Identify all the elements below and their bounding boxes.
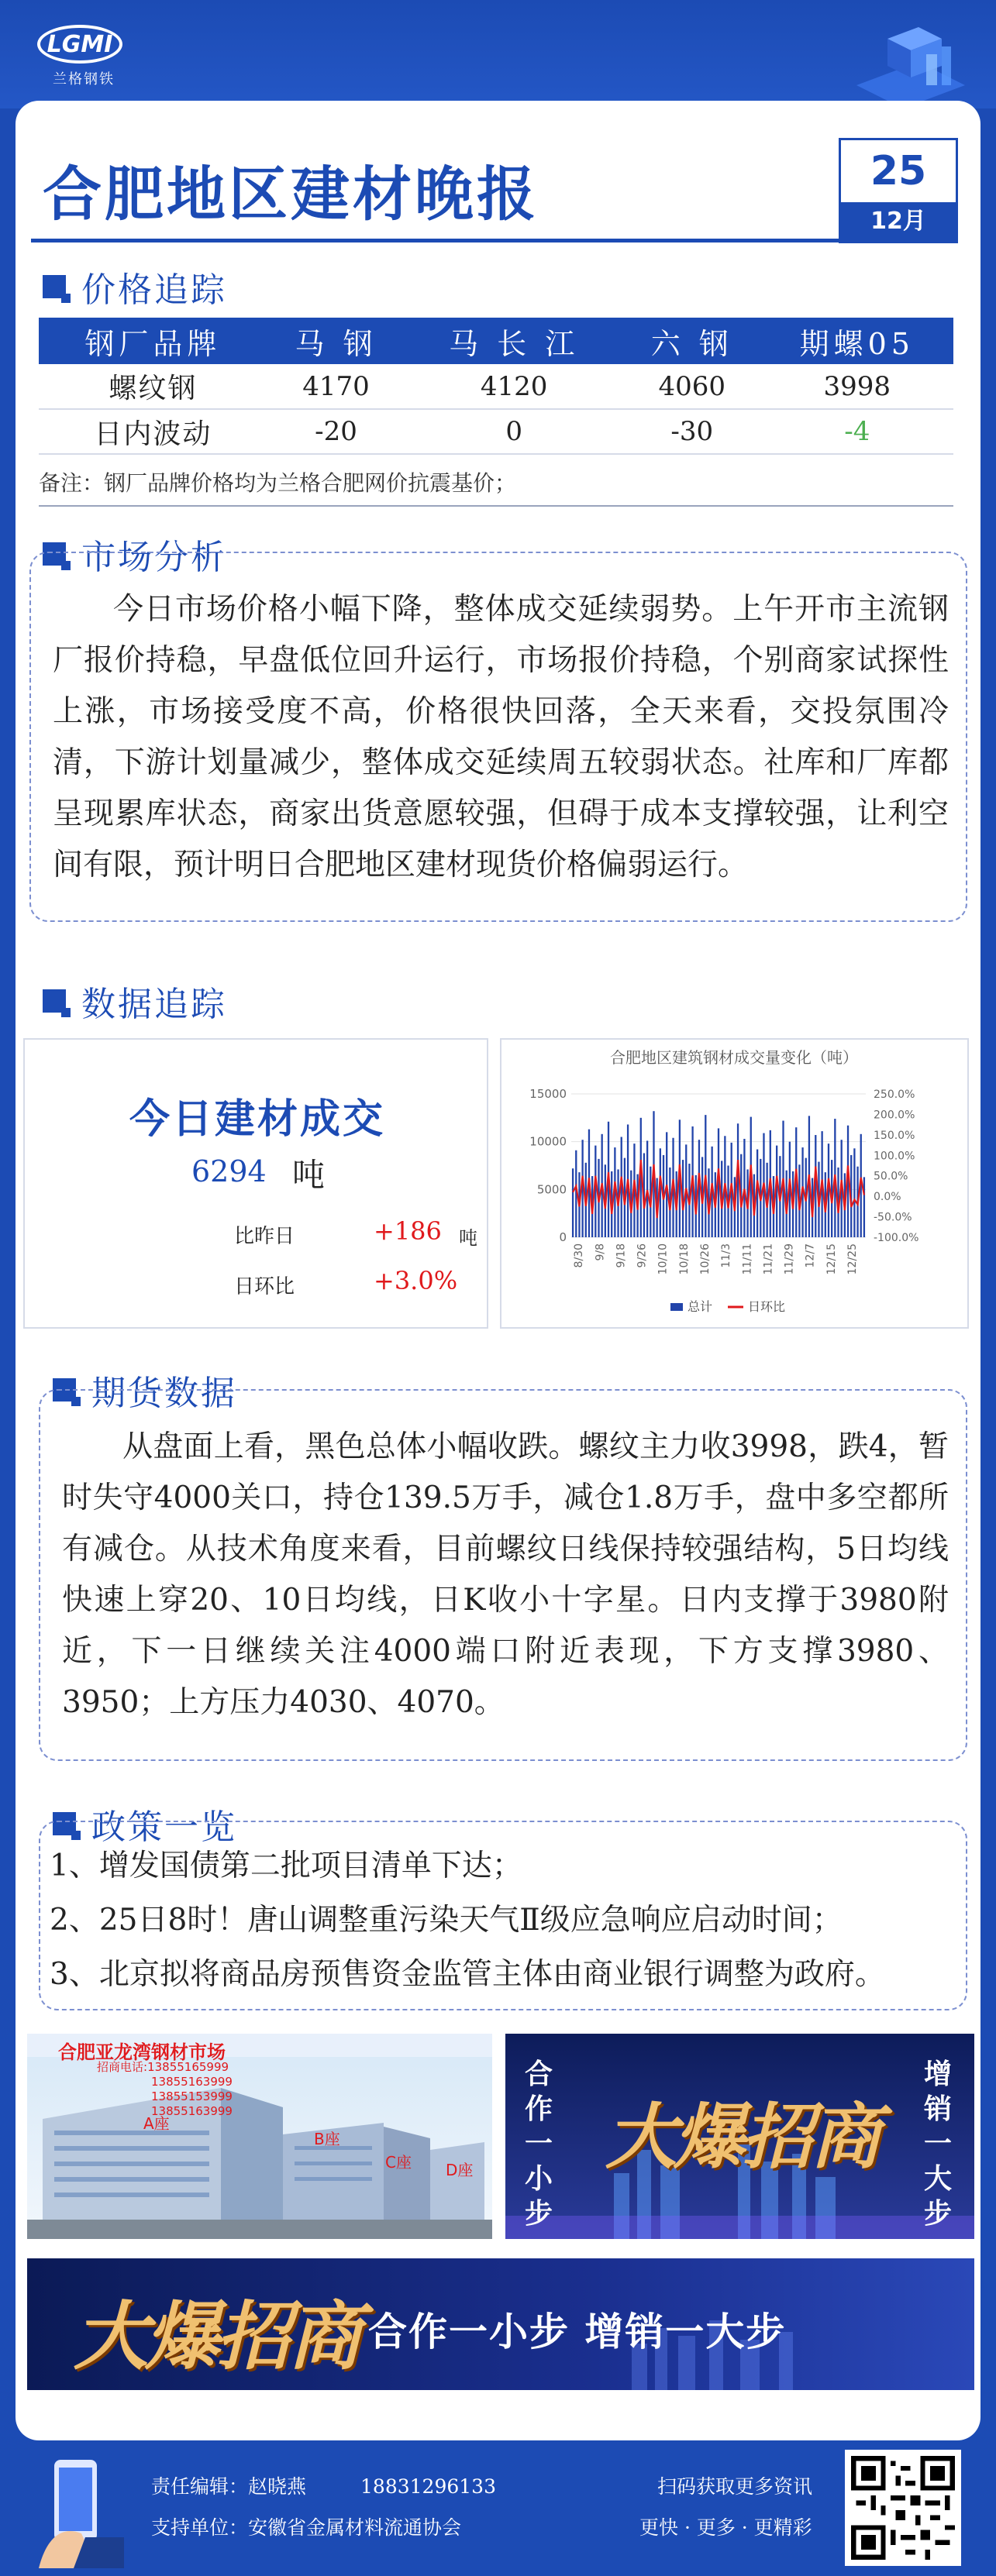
editor-phone: 18831296133 — [360, 2475, 496, 2498]
hotline-phone: 13855163999 — [151, 2075, 233, 2089]
x-tick-label: 10/10 — [657, 1243, 670, 1275]
zone-a-label: A座 — [143, 2114, 170, 2133]
vs-prev-label: 比昨日 — [234, 1225, 295, 1248]
wide-slogan: 合作一小步 增销一大步 — [368, 2309, 787, 2354]
bar-total — [853, 1148, 855, 1237]
column-header: 钢厂品牌 — [39, 318, 267, 364]
x-tick-label: 10/18 — [677, 1243, 691, 1275]
table-cell: 螺纹钢 — [39, 364, 267, 409]
section-header-price — [43, 262, 227, 311]
price-note: 备注：钢厂品牌价格均为兰格合肥网价抗震基价； — [39, 466, 953, 507]
date-month: 12月 — [841, 202, 956, 241]
x-tick-label: 9/18 — [615, 1243, 628, 1268]
table-cell: 4170 — [267, 364, 405, 409]
section-title: 数据追踪 — [81, 985, 227, 1024]
volume-title: 今日建材成交 — [129, 1095, 385, 1143]
section-title: 期货数据 — [91, 1374, 237, 1413]
x-tick-label: 11/21 — [762, 1243, 775, 1275]
volume-chart — [501, 1040, 967, 1327]
hotline-phone: 13855153999 — [151, 2089, 233, 2103]
bar-total — [572, 1168, 574, 1237]
section-bullet-icon — [43, 275, 66, 298]
policy-box — [39, 1821, 967, 2010]
volume-stat-card — [23, 1038, 488, 1329]
x-tick-label: 9/26 — [636, 1243, 649, 1268]
bar-total — [743, 1139, 745, 1237]
ad-banner-market[interactable] — [27, 2034, 492, 2239]
x-tick-label: 11/3 — [720, 1243, 733, 1268]
legend-label-dod: 日环比 — [748, 1299, 786, 1314]
y2-tick-label: 0.0% — [874, 1191, 901, 1204]
section-title: 政策一览 — [91, 1807, 237, 1847]
ad-banner-invest[interactable] — [505, 2034, 974, 2239]
y-tick-label: 15000 — [529, 1087, 567, 1101]
logo-subtitle: 兰格钢铁 — [53, 71, 115, 88]
column-header: 六 钢 — [623, 318, 761, 364]
table-cell: 日内波动 — [39, 409, 267, 454]
y2-tick-label: -100.0% — [874, 1232, 919, 1244]
table-cell: 3998 — [761, 364, 953, 409]
editor-label: 责任编辑：赵晓燕 18831296133 — [151, 2475, 496, 2498]
market-analysis-text: 今日市场价格小幅下降，整体成交延续弱势。上午开市主流钢厂报价持稳，早盘低位回升运行，市场报价持稳，个别商家试探性上涨，市场接受度不高，价格很快回落，全天来看，交投氛围冷清，下游计划量减少，整体成交延续周五较弱状态。社库和厂库都呈现累库状态，商家出货意愿较强，但碍于成本支撑较强，让利空间有限，预计明日合肥地区建材现货价格偏弱运行。 — [53, 592, 949, 882]
x-tick-label: 12/7 — [804, 1243, 817, 1268]
x-tick-label: 10/26 — [699, 1243, 712, 1275]
market-analysis-box — [29, 552, 967, 922]
policy-item: 2、25日8时！唐山调整重污染天气Ⅱ级应急响应启动时间； — [50, 1903, 843, 1938]
table-cell: 4060 — [623, 364, 761, 409]
section-header-data — [43, 976, 227, 1026]
x-tick-label: 9/8 — [594, 1243, 607, 1261]
y2-tick-label: 150.0% — [874, 1129, 915, 1142]
scan-label: 扫码获取更多资讯 — [657, 2475, 813, 2498]
table-cell: 0 — [405, 409, 623, 454]
column-header: 马 钢 — [267, 318, 405, 364]
lgmi-logo — [37, 25, 130, 95]
zone-d-label: D座 — [446, 2161, 474, 2179]
y2-tick-label: -50.0% — [874, 1211, 912, 1224]
wide-big-text: 大爆招商 — [74, 2292, 359, 2380]
table-cell: -4 — [761, 409, 953, 454]
dod-value: +3.0% — [374, 1266, 458, 1295]
bar-total — [863, 1177, 865, 1237]
tagline: 更快 · 更多 · 更精彩 — [639, 2516, 812, 2539]
legend-swatch-total — [670, 1303, 683, 1311]
table-cell: -20 — [267, 409, 405, 454]
table-row — [39, 364, 953, 409]
y-tick-label: 10000 — [529, 1134, 567, 1149]
x-tick-label: 11/11 — [741, 1243, 754, 1275]
volume-chart-card — [500, 1038, 969, 1329]
policy-item: 3、北京拟将商品房预售资金监管主体由商业银行调整为政府。 — [50, 1957, 885, 1992]
zone-c-label: C座 — [385, 2153, 412, 2172]
y2-tick-label: 100.0% — [874, 1150, 915, 1163]
vs-prev-unit: 吨 — [459, 1227, 477, 1249]
market-name: 合肥亚龙湾钢材市场 — [58, 2041, 226, 2063]
volume-value: 6294 — [191, 1154, 267, 1188]
y-tick-label: 0 — [559, 1230, 567, 1244]
volume-unit: 吨 — [292, 1156, 326, 1194]
y2-tick-label: 50.0% — [874, 1170, 908, 1183]
table-cell: 4120 — [405, 364, 623, 409]
x-tick-label: 12/15 — [825, 1243, 838, 1275]
vs-prev-value: +186 — [374, 1216, 442, 1246]
futures-box — [39, 1389, 967, 1761]
section-title: 价格追踪 — [81, 270, 227, 310]
column-header: 马 长 江 — [405, 318, 623, 364]
zone-b-label: B座 — [314, 2130, 340, 2148]
y2-tick-label: 200.0% — [874, 1109, 915, 1122]
futures-text: 从盘面上看，黑色总体小幅收跌。螺纹主力收3998，跌4，暂时失守4000关口，持仓139.5万手，减仓1.8万手，盘中多空都所有减仓。从技术角度来看，目前螺纹日线保持较强结构，5日均线快速上穿20、10日均线，日K收小十字星。日内支撑于3980附近，下一日继续关注4000端口附近表现，下方支撑3980、3950；上方压力4030、4070。 — [62, 1429, 949, 1720]
page-title: 合肥地区建材晚报 — [43, 160, 539, 229]
title-rule — [31, 239, 957, 242]
bar-total — [646, 1140, 648, 1237]
hotline-label: 招商电话:13855165999 — [97, 2060, 229, 2074]
x-tick-label: 8/30 — [573, 1243, 586, 1268]
legend-label-total: 总计 — [688, 1299, 713, 1314]
column-header: 期螺05 — [761, 318, 953, 364]
qr-code-icon[interactable] — [845, 2450, 961, 2566]
mobile-phone-icon — [39, 2452, 124, 2568]
ad-banner-wide[interactable] — [27, 2258, 974, 2390]
market-phones — [97, 2060, 233, 2119]
y2-tick-label: 250.0% — [874, 1089, 915, 1101]
table-cell: -30 — [623, 409, 761, 454]
price-table — [39, 318, 953, 455]
date-day: 25 — [870, 148, 927, 194]
section-bullet-icon — [43, 989, 66, 1013]
footer — [0, 2440, 996, 2576]
policy-item: 1、增发国债第二批项目清单下达； — [50, 1849, 522, 1883]
dod-label: 日环比 — [234, 1275, 295, 1298]
slogan-left: 合作一小步 — [525, 2058, 553, 2230]
x-tick-label: 12/25 — [846, 1243, 859, 1275]
big-invest-text: 大爆招商 — [605, 2095, 878, 2179]
section-title: 市场分析 — [81, 538, 227, 577]
chart-title: 合肥地区建筑钢材成交量变化（吨） — [610, 1048, 858, 1067]
price-table-header — [39, 318, 953, 364]
support-label: 支持单位：安徽省金属材料流通协会 — [151, 2516, 462, 2539]
y-tick-label: 5000 — [536, 1182, 567, 1197]
slogan-right: 增销一大步 — [924, 2058, 953, 2230]
x-tick-label: 11/29 — [783, 1243, 796, 1275]
logo-mark: LGMI — [37, 25, 122, 64]
table-row — [39, 409, 953, 454]
date-badge — [839, 138, 958, 243]
hotline-phone: 13855163999 — [151, 2104, 233, 2118]
